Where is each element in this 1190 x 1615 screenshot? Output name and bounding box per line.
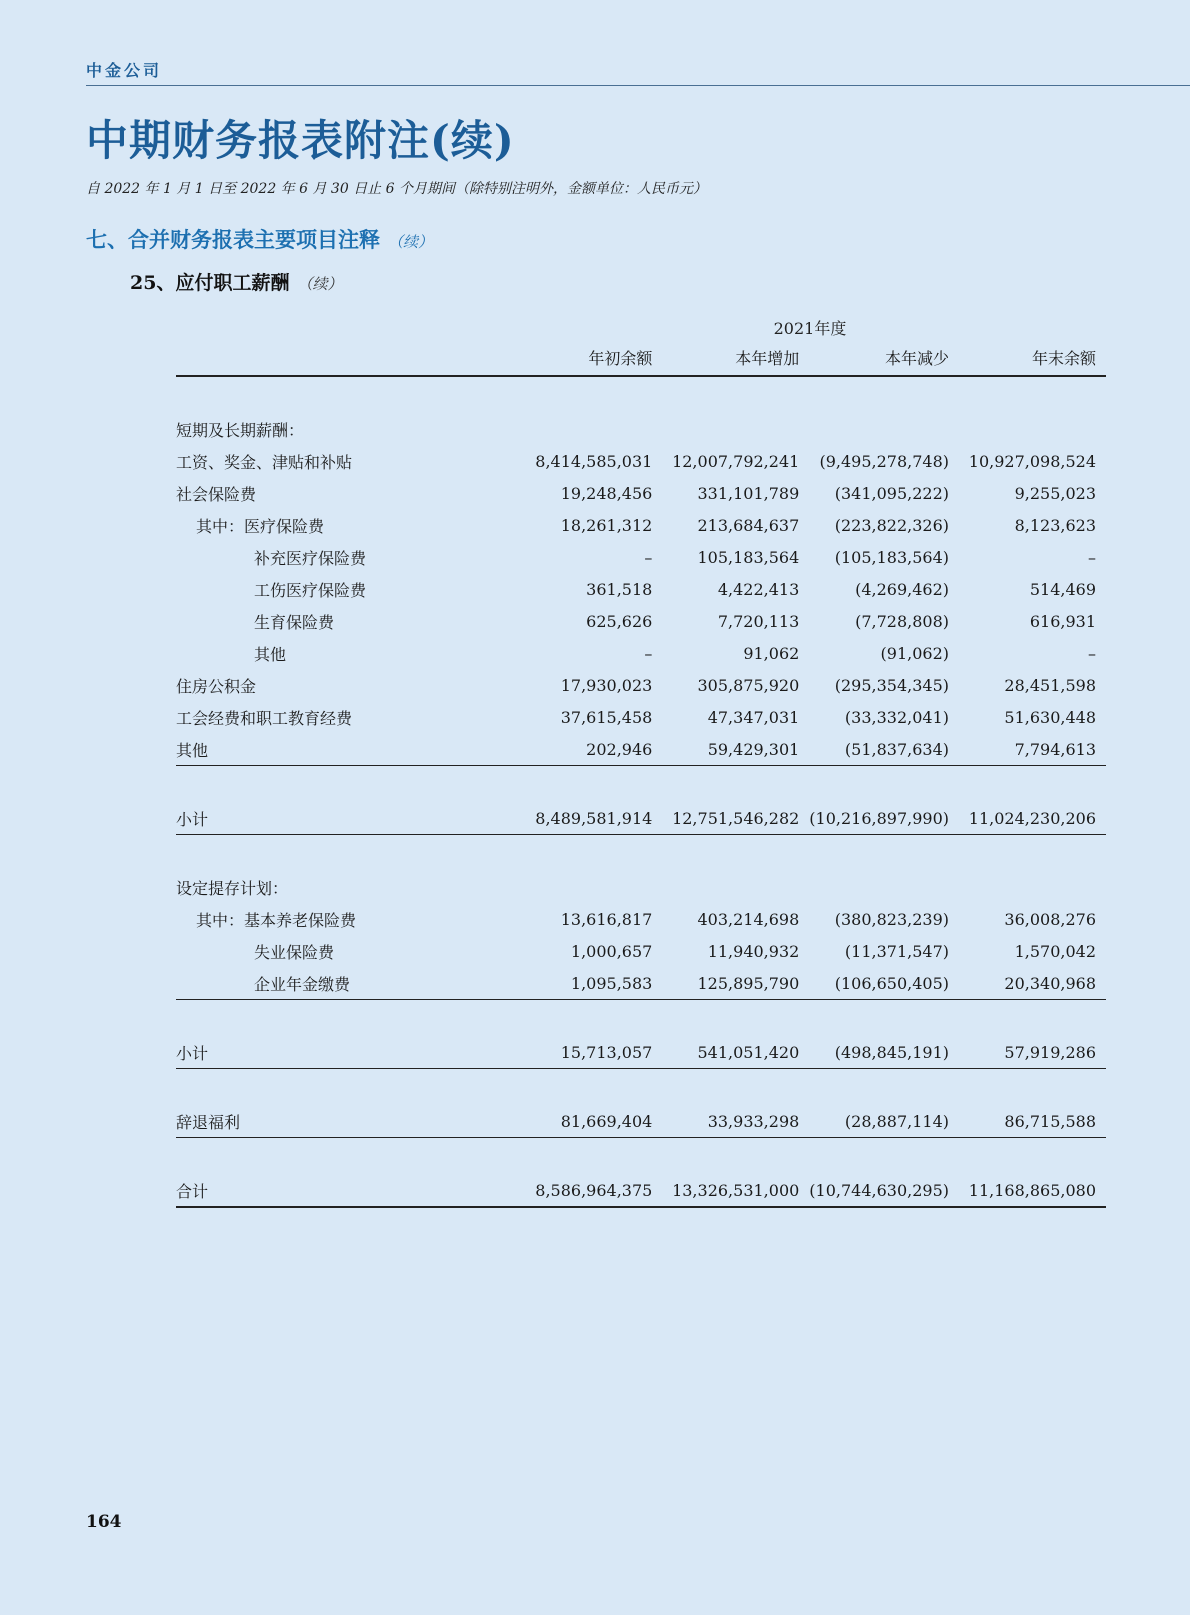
- cell-closing: 28,451,598: [1004, 675, 1096, 695]
- cell-closing: 616,931: [1029, 611, 1096, 631]
- page-title: 中期财务报表附注(续): [86, 116, 515, 165]
- cell-decrease: (498,845,191): [809, 1036, 959, 1069]
- cell-opening: 361,518: [586, 579, 653, 599]
- table-row: [176, 903, 1106, 935]
- header-opening-balance: 年初余额: [515, 338, 662, 376]
- cell-closing: –: [1088, 643, 1096, 663]
- cell-increase: 541,051,420: [662, 1036, 809, 1069]
- row-label: 工会经费和职工教育经费: [176, 708, 353, 728]
- cell-opening: 81,669,404: [515, 1105, 662, 1138]
- row-label: 其中：基本养老保险费: [196, 910, 357, 930]
- cell-increase: 13,326,531,000: [662, 1174, 809, 1207]
- cell-decrease: (7,728,808): [855, 611, 950, 631]
- cell-decrease: (4,269,462): [855, 579, 950, 599]
- section-heading: [86, 224, 433, 254]
- cell-increase: 11,940,932: [707, 941, 800, 961]
- table-row: [176, 669, 1106, 701]
- spacer: [176, 835, 1106, 872]
- cell-decrease: (380,823,239): [834, 909, 950, 929]
- row-label: 失业保险费: [254, 942, 335, 962]
- cell-opening: 8,489,581,914: [515, 802, 662, 835]
- row-label: 其他: [254, 644, 287, 664]
- cell-increase: 125,895,790: [662, 967, 809, 1000]
- cell-increase: 7,720,113: [717, 611, 800, 631]
- cell-increase: 105,183,564: [697, 547, 800, 567]
- row-label: 合计: [176, 1174, 515, 1207]
- subsection-heading: [130, 268, 342, 295]
- cell-opening: 1,095,583: [515, 967, 662, 1000]
- row-label: 生育保险费: [254, 612, 335, 632]
- cell-closing: 514,469: [1029, 579, 1096, 599]
- company-name: 中金公司: [86, 61, 163, 80]
- group-title-row: [176, 413, 1106, 445]
- spacer: [176, 1069, 1106, 1106]
- cell-increase: 59,429,301: [662, 733, 809, 766]
- cell-increase: 213,684,637: [697, 515, 800, 535]
- severance-row: [176, 1105, 1106, 1138]
- table-row: [176, 967, 1106, 1000]
- cell-decrease: (11,371,547): [844, 941, 950, 961]
- cell-opening: 202,946: [515, 733, 662, 766]
- spacer: [176, 1000, 1106, 1037]
- header-increase: 本年增加: [662, 338, 809, 376]
- subsection-title: 25、应付职工薪酬: [130, 272, 290, 294]
- subtotal-row: [176, 802, 1106, 835]
- row-label: 住房公积金: [176, 676, 257, 696]
- period-subtitle: 自 2022 年 1 月 1 日至 2022 年 6 月 30 日止 6 个月期间（除特别注明外，金额单位：人民币元）: [86, 181, 708, 197]
- cell-decrease: (341,095,222): [834, 483, 950, 503]
- row-label: 企业年金缴费: [176, 967, 515, 1000]
- cell-opening: 13,616,817: [560, 909, 653, 929]
- section-title: 七、合并财务报表主要项目注释: [86, 227, 380, 252]
- cell-closing: 9,255,023: [1014, 483, 1096, 503]
- cell-closing: 8,123,623: [1014, 515, 1096, 535]
- table-row: [176, 637, 1106, 669]
- cell-opening: –: [644, 547, 653, 567]
- cell-decrease: (9,495,278,748): [819, 451, 950, 471]
- cell-opening: 15,713,057: [515, 1036, 662, 1069]
- table-row: [176, 701, 1106, 733]
- cell-increase: 12,007,792,241: [672, 451, 800, 471]
- table-row: [176, 605, 1106, 637]
- table-row: [176, 573, 1106, 605]
- cell-decrease: (28,887,114): [809, 1105, 959, 1138]
- cell-decrease: (223,822,326): [834, 515, 950, 535]
- row-label: 补充医疗保险费: [254, 548, 367, 568]
- cell-closing: 36,008,276: [1004, 909, 1096, 929]
- subsection-continued: （续）: [297, 275, 343, 293]
- header-decrease: 本年减少: [809, 338, 959, 376]
- cell-opening: 8,414,585,031: [535, 451, 653, 471]
- cell-opening: 19,248,456: [560, 483, 653, 503]
- cell-closing: –: [1088, 547, 1096, 567]
- cell-decrease: (105,183,564): [834, 547, 950, 567]
- cell-decrease: (51,837,634): [809, 733, 959, 766]
- employee-benefits-table: [176, 338, 1106, 1208]
- header-rule: [86, 85, 1190, 86]
- period-header: 2021年度: [773, 319, 847, 338]
- row-label: 其他: [176, 733, 515, 766]
- cell-closing: 51,630,448: [1004, 707, 1096, 727]
- cell-closing: 1,570,042: [1014, 941, 1096, 961]
- cell-closing: 57,919,286: [959, 1036, 1106, 1069]
- row-label: 辞退福利: [176, 1105, 515, 1138]
- page-number: 164: [86, 1512, 122, 1532]
- cell-closing: 86,715,588: [959, 1105, 1106, 1138]
- cell-increase: 47,347,031: [707, 707, 800, 727]
- cell-closing: 20,340,968: [959, 967, 1106, 1000]
- cell-closing: 11,024,230,206: [959, 802, 1106, 835]
- table-row: [176, 541, 1106, 573]
- cell-increase: 12,751,546,282: [662, 802, 809, 835]
- subtotal-row: [176, 1036, 1106, 1069]
- row-label: 小计: [176, 1036, 515, 1069]
- section-continued: （续）: [388, 233, 434, 251]
- spacer: [176, 376, 1106, 413]
- row-label: 小计: [176, 802, 515, 835]
- group-title: 设定提存计划：: [176, 878, 289, 898]
- spacer: [176, 1138, 1106, 1175]
- group-title-row: [176, 871, 1106, 903]
- cell-decrease: (295,354,345): [834, 675, 950, 695]
- total-row: [176, 1174, 1106, 1207]
- cell-decrease: (33,332,041): [844, 707, 950, 727]
- cell-decrease: (106,650,405): [809, 967, 959, 1000]
- cell-opening: 17,930,023: [560, 675, 653, 695]
- cell-closing: 7,794,613: [959, 733, 1106, 766]
- cell-increase: 4,422,413: [717, 579, 800, 599]
- table-header-row: [176, 338, 1106, 376]
- cell-increase: 331,101,789: [697, 483, 800, 503]
- row-label: 其中：医疗保险费: [196, 516, 325, 536]
- table-row: [176, 509, 1106, 541]
- cell-opening: –: [644, 643, 653, 663]
- table-row: [176, 477, 1106, 509]
- cell-opening: 625,626: [586, 611, 653, 631]
- header-closing-balance: 年末余额: [959, 338, 1106, 376]
- cell-opening: 8,586,964,375: [515, 1174, 662, 1207]
- table-row: [176, 445, 1106, 477]
- cell-decrease: (10,744,630,295): [809, 1174, 959, 1207]
- cell-decrease: (10,216,897,990): [809, 802, 959, 835]
- cell-increase: 91,062: [743, 643, 800, 663]
- table-row: [176, 733, 1106, 766]
- cell-increase: 33,933,298: [662, 1105, 809, 1138]
- header-label-cell: [176, 338, 515, 376]
- spacer: [176, 766, 1106, 803]
- row-label: 工资、奖金、津贴和补贴: [176, 452, 353, 472]
- cell-opening: 37,615,458: [560, 707, 653, 727]
- cell-increase: 305,875,920: [697, 675, 800, 695]
- group-title: 短期及长期薪酬：: [176, 420, 305, 440]
- cell-decrease: (91,062): [880, 643, 950, 663]
- cell-opening: 18,261,312: [560, 515, 653, 535]
- cell-closing: 11,168,865,080: [959, 1174, 1106, 1207]
- table-row: [176, 935, 1106, 967]
- cell-increase: 403,214,698: [697, 909, 800, 929]
- cell-opening: 1,000,657: [570, 941, 653, 961]
- row-label: 工伤医疗保险费: [254, 580, 367, 600]
- cell-closing: 10,927,098,524: [968, 451, 1096, 471]
- row-label: 社会保险费: [176, 484, 257, 504]
